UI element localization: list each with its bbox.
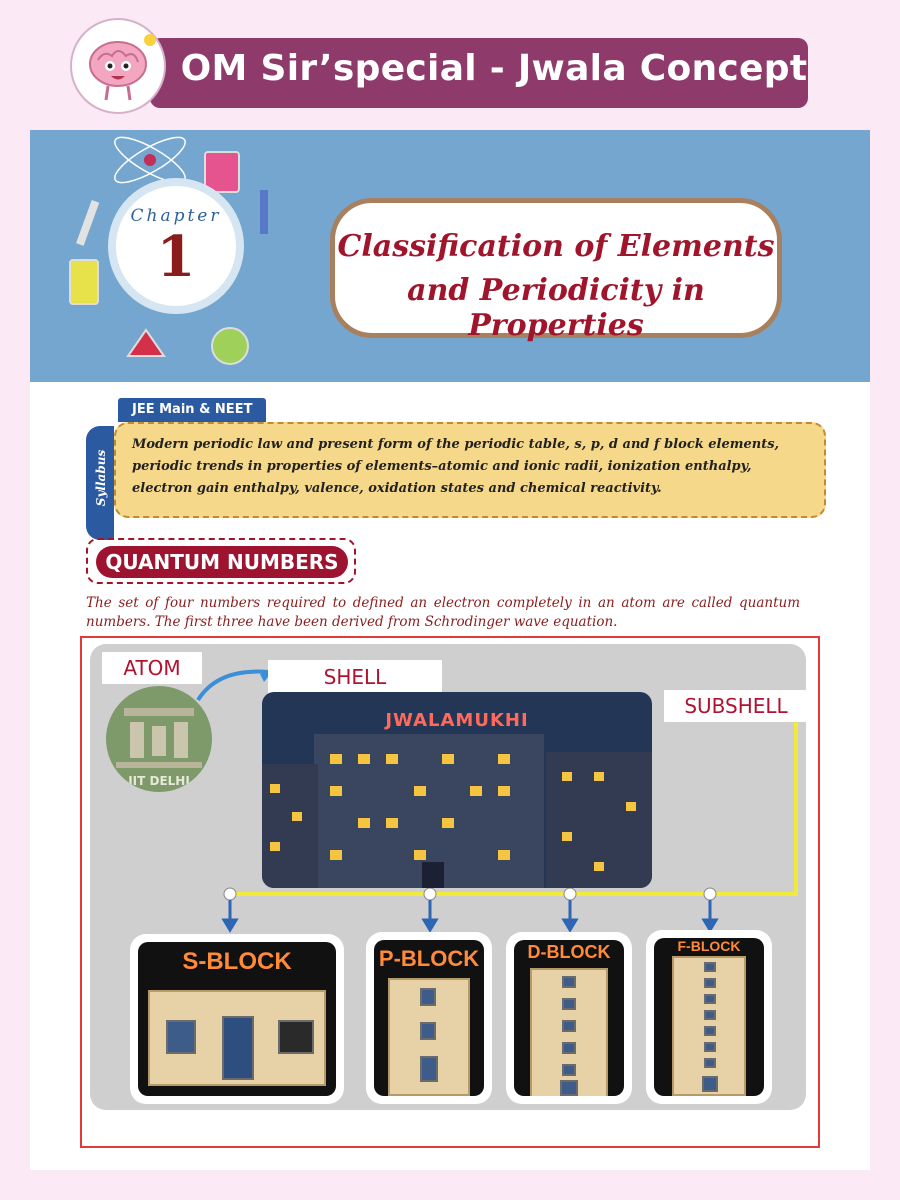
syllabus-side-tab bbox=[86, 426, 114, 540]
section-description: The set of four numbers required to defined an electron completely in an atom are called quantum numbers. The first three have been derived from Schrodinger wave equation. bbox=[86, 595, 800, 630]
section-heading-frame bbox=[86, 538, 356, 584]
shell-label: SHELL bbox=[268, 660, 442, 694]
chapter-word: Chapter bbox=[130, 206, 222, 226]
exam-tag: JEE Main & NEET bbox=[118, 398, 266, 422]
f-block-label: F-BLOCK bbox=[677, 938, 741, 954]
chapter-badge bbox=[108, 178, 244, 314]
brain-mascot-logo bbox=[70, 18, 166, 114]
s-block-card bbox=[130, 934, 344, 1104]
p-block-building bbox=[388, 978, 470, 1096]
content-page bbox=[30, 130, 870, 1170]
campus-aerial-image bbox=[106, 686, 212, 792]
d-block-card bbox=[506, 932, 632, 1104]
chapter-hero bbox=[30, 130, 870, 382]
jwalamukhi-building-image bbox=[262, 692, 652, 888]
s-block-house bbox=[148, 990, 326, 1086]
p-block-label: P-BLOCK bbox=[378, 946, 480, 971]
d-block-label: D-BLOCK bbox=[527, 942, 611, 962]
f-block-building bbox=[672, 956, 746, 1096]
p-block-card bbox=[366, 932, 492, 1104]
syllabus-side-label: Syllabus bbox=[94, 449, 108, 507]
subshell-label: SUBSHELL bbox=[664, 690, 808, 722]
chapter-number: 1 bbox=[156, 224, 196, 290]
header-title: OM Sir’special - Jwala Concept bbox=[180, 48, 808, 89]
atom-label: ATOM bbox=[102, 652, 202, 684]
diagram-panel bbox=[90, 644, 806, 1110]
building-name-sign: JWALAMUKHI bbox=[385, 710, 529, 731]
chapter-title-line-1: Classification of Elements bbox=[337, 229, 775, 264]
chapter-title-card bbox=[330, 198, 782, 343]
quantum-analogy-diagram bbox=[80, 636, 820, 1148]
chapter-title-line-2: and Periodicity in Properties bbox=[407, 273, 705, 343]
s-block-label: S-BLOCK bbox=[182, 948, 292, 975]
d-block-building bbox=[530, 968, 608, 1096]
syllabus-box: Modern periodic law and present form of the periodic table, s, p, d and f block elements, periodic trends in properties of elements–atomic and ionic radii, ionization enthalpy, electron gain enthalpy, valence, oxidation states and chemical reactivity. bbox=[114, 422, 826, 518]
header-banner bbox=[150, 38, 808, 108]
section-heading: QUANTUM NUMBERS bbox=[96, 546, 348, 578]
campus-image-text: IIT DELHI bbox=[128, 774, 190, 788]
f-block-card bbox=[646, 930, 772, 1104]
